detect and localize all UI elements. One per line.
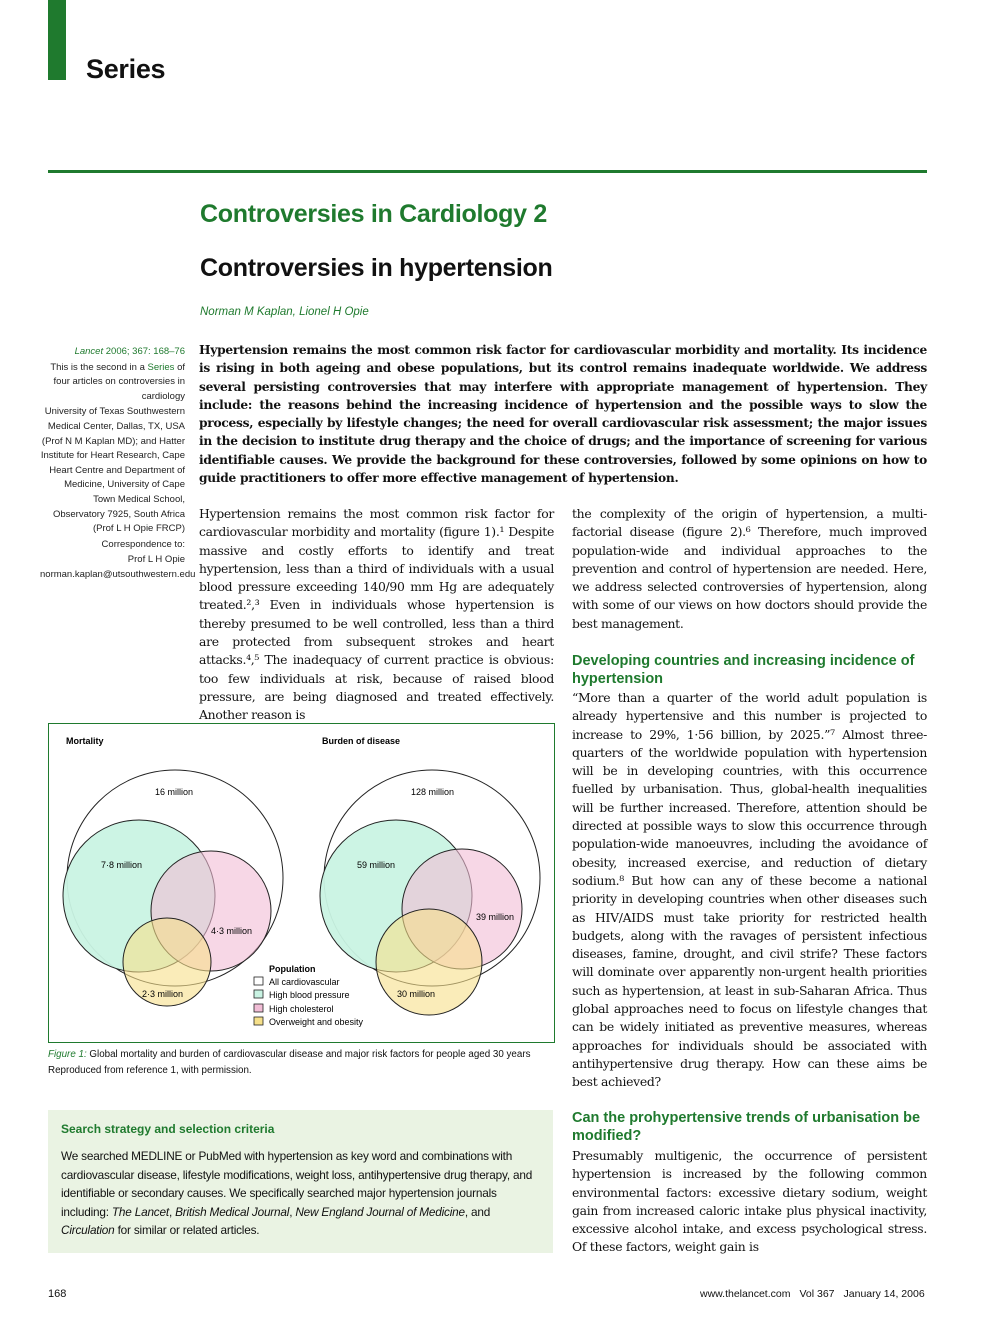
footer-date: January 14, 2006	[843, 1288, 925, 1300]
label-overweight-obesity: 2·3 million	[142, 989, 184, 999]
label-overweight-obesity: 30 million	[397, 989, 436, 999]
figure-caption	[48, 1048, 548, 1077]
citation-journal: Lancet	[74, 346, 104, 357]
series-note-text: This is the second in a	[50, 361, 148, 373]
section-heading-developing-countries: Developing countries and increasing incidence of hypertension	[572, 653, 915, 687]
journal-nejm: New England Journal of Medicine	[295, 1204, 465, 1219]
label-high-blood-pressure: 59 million	[357, 860, 396, 870]
sidebar	[40, 345, 196, 583]
footer-url[interactable]: www.thelancet.com	[700, 1288, 791, 1300]
figure-caption-note: Reproduced from reference 1, with permission.	[48, 1064, 252, 1076]
legend-label-all: All cardiovascular	[269, 977, 340, 987]
journal-separator: ,	[168, 1204, 176, 1219]
section-developing-countries: “More than a quarter of the world adult population is already hypertensive and this number is projected to increase to 29%, 1·56 billion, by 2025.”⁷ Almost three-quarters of the worldwide population with hypertension will be in developing countries, with this occurrence fuelled by urbanisation. Thus, global-health inequalities will be further increased. Therefore, attention should be directed at possible ways to slow this occurrence through population-wide manoeuvres, including the avoidance of obesity, increased exercise, and reduction of dietary sodium.⁸ But how can any of these become a national priority in developing countries when other diseases such as HIV/AIDS must take priority for restricted health budgets, along with the ravages of persistent infectious diseases, famine, drought, and civil strife? These factors will dominate over apparently non-urgent health priorities such as hypertension, at least in sub-Saharan Africa. Thus global approaches need to focus on lifestyle changes that can be widely initiated as preventive measures, whereas approaches for individuals should be associated with antihypertensive drug therapy. How can these aims be best achieved?	[572, 690, 927, 1090]
legend-label-hbp: High blood pressure	[269, 990, 350, 1000]
citation	[40, 345, 185, 360]
figure-legend	[254, 964, 364, 1027]
journal-bmj: British Medical Journal	[175, 1204, 290, 1219]
label-high-blood-pressure: 7·8 million	[101, 860, 143, 870]
body-column-1: Hypertension remains the most common risk factor for cardiovascular morbidity and mortality (figure 1).¹ Despite massive and costly efforts to identify and treat hypertension, less than a third of individuals with a usual blood pressure exceeding 140/90 mm Hg are adequately treated.²,³ Even in individuals whose hypertension is thereby presumed to be well controlled, less than a third are protected from subsequent strokes and heart attacks.⁴,⁵ The inadequacy of current practice is obvious: too few individuals at risk, because of raised blood pressure, are being diagnosed and treated effectively. Another reason is	[199, 506, 554, 723]
article-title: Controversies in hypertension	[200, 254, 553, 282]
affiliation: University of Texas Southwestern Medical Center, Dallas, TX, USA (Prof N M Kaplan MD); and Hatter Institute for Heart Research, Cape Heart Centre and Department of Medicine, University of Cape Town Medical School, Observatory 7925, South Africa (Prof L H Opie FRCP)	[40, 406, 185, 535]
correspondence-email[interactable]: norman.kaplan@utsouthwestern.edu	[40, 568, 196, 580]
journal-separator: , and	[464, 1204, 491, 1219]
series-note	[40, 361, 185, 405]
authors: Norman M Kaplan, Lionel H Opie	[200, 306, 369, 318]
page-number: 168	[48, 1288, 67, 1300]
journal-lancet: The Lancet	[111, 1204, 169, 1219]
section-label: Series	[86, 54, 166, 84]
series-title: Controversies in Cardiology 2	[200, 200, 547, 228]
label-all-cardiovascular: 128 million	[411, 787, 455, 797]
venn-diagrams	[49, 724, 554, 1042]
legend-swatch-hbp	[254, 990, 263, 998]
search-strategy-text	[61, 1147, 545, 1240]
citation-details: 2006; 367: 168–76	[103, 346, 185, 357]
legend-title: Population	[269, 964, 316, 974]
figure-caption-label: Figure 1:	[48, 1049, 87, 1060]
legend-label-chol: High cholesterol	[269, 1004, 334, 1014]
section-heading-urbanisation: Can the prohypertensive trends of urbanisation be modified?	[572, 1110, 921, 1144]
search-strategy-title: Search strategy and selection criteria	[61, 1122, 275, 1136]
legend-swatch-all	[254, 977, 263, 985]
circle-overweight-obesity	[376, 909, 482, 1015]
legend-swatch-obese	[254, 1017, 263, 1025]
panel-title-burden: Burden of disease	[322, 736, 401, 746]
label-high-cholesterol: 4·3 million	[211, 926, 253, 936]
panel-mortality	[63, 736, 283, 1006]
panel-burden	[320, 736, 540, 1015]
search-text-b: for similar or related articles.	[114, 1223, 260, 1237]
abstract: Hypertension remains the most common risk factor for cardiovascular morbidity and mortality. Its incidence is rising in both ageing and obese populations, but its control remains inadequate worldwide. We address several persisting controversies that may interfere with appropriate management of hypertension. They include: the reasons behind the increasing incidence of hypertension and the possible ways to slow the process, especially by lifestyle changes; the need for overall cardiovascular risk assessment; the major issues in the decision to institute drug therapy and the choice of drugs; and the importance of screening for various identifiable causes. We provide the background for these controversies, followed by some opinions on how to guide practitioners to offer more effective management of hypertension.	[199, 343, 927, 486]
series-note-text-end: of four articles on controversies in cardiology	[53, 361, 185, 402]
body-column-2-intro: the complexity of the origin of hypertension, a multi-factorial disease (figure 2).⁶ Therefore, much improved population-wide and individual approaches to the prevention and control of hypertension are needed. Here, we address selected controversies of hypertension, along with some of our views on how doctors should provide the best management.	[572, 506, 927, 631]
search-text-a: We searched MEDLINE or PubMed with hypertension as key word and combinations with cardiovascular disease, lifestyle modifications, weight loss, antihypertensive drug therapy, and identifiable or secondary causes. We specifically searched major hypertension journals including:	[61, 1149, 533, 1219]
journal-circulation: Circulation	[61, 1223, 115, 1237]
label-high-cholesterol: 39 million	[476, 912, 515, 922]
series-color-bar	[48, 0, 66, 80]
figure-caption-text: Global mortality and burden of cardiovascular disease and major risk factors for people aged 30 years	[86, 1049, 531, 1060]
label-all-cardiovascular: 16 million	[155, 787, 194, 797]
correspondence-name: Prof L H Opie	[127, 554, 185, 566]
series-link[interactable]: Series	[147, 361, 175, 373]
journal-separator: ,	[289, 1204, 296, 1219]
legend-label-obese: Overweight and obesity	[269, 1017, 364, 1027]
figure-1	[48, 723, 555, 1043]
section-urbanisation: Presumably multigenic, the occurrence of persistent hypertension is increased by the following common environmental factors: excessive dietary sodium, weight gain from increased caloric intake plus physical inactivity, excessive alcohol intake, and excess psychological stress. Of these factors, weight gain is	[572, 1148, 927, 1255]
correspondence-label: Correspondence to:	[101, 538, 185, 550]
panel-title-mortality: Mortality	[66, 736, 104, 746]
footer-volume: Vol 367	[799, 1288, 835, 1300]
legend-swatch-chol	[254, 1004, 263, 1012]
header-rule	[48, 170, 927, 173]
footer-info	[700, 1288, 925, 1300]
